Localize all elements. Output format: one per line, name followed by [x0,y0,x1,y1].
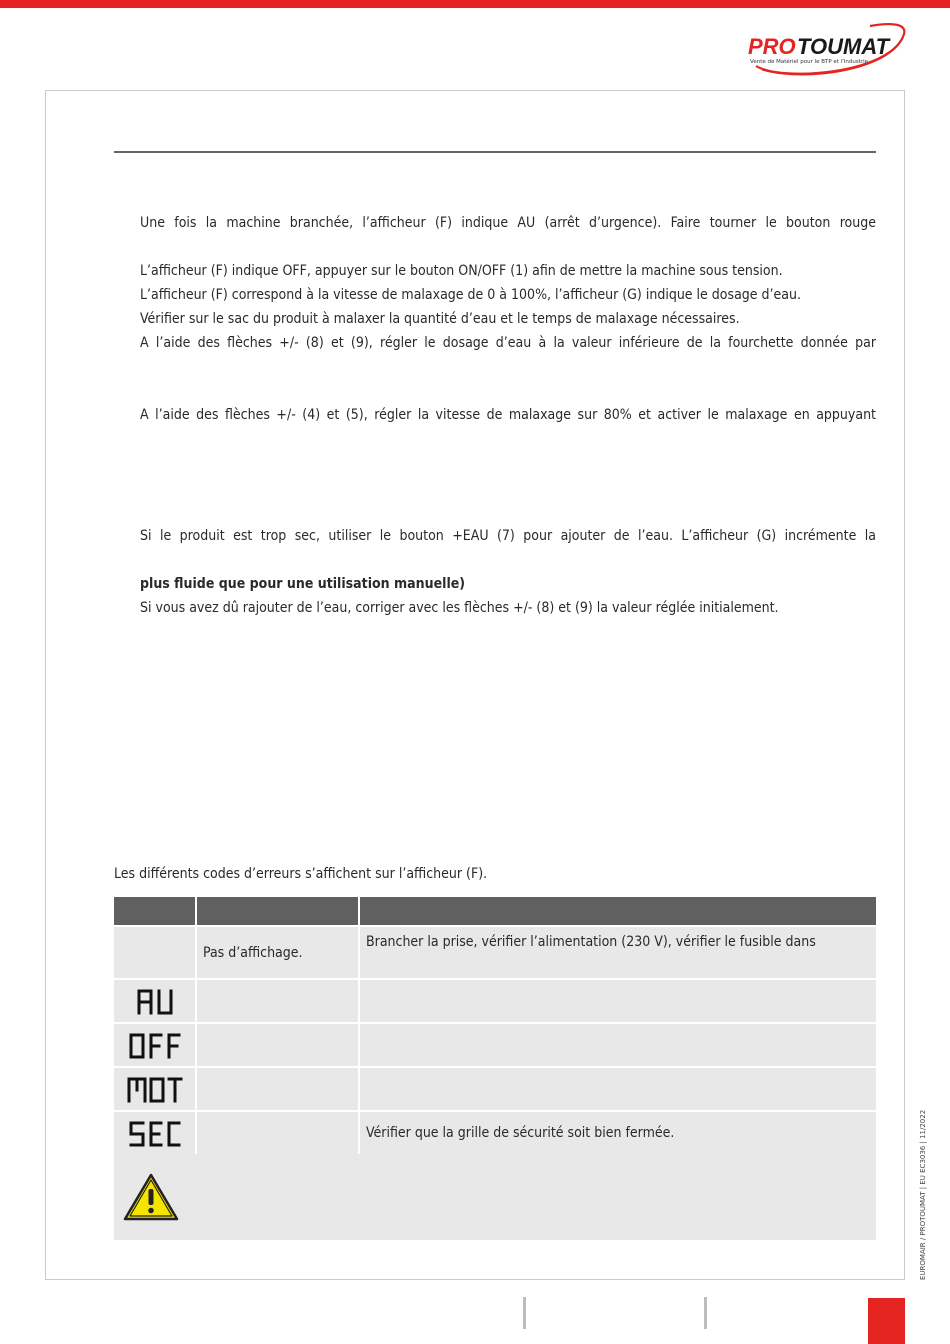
instruction-line: L’afficheur (F) correspond à la vitesse de malaxage de 0 à 100%, l’afficheur (G) indique le dosage d’eau. [140,287,801,303]
page-marker [868,1298,905,1344]
header-solution [359,897,876,926]
instruction-line: Si vous avez dû rajouter de l’eau, corriger avec les flèches +/- (8) et (9) la valeur réglée initialement. [140,600,779,616]
error-code-off-icon [114,1023,196,1067]
error-code-cell [114,926,196,979]
logo-tagline: Vente de Matériel pour le BTP et l'Industrie [750,59,869,65]
footer-separator [523,1297,526,1329]
table-row [114,926,876,979]
table-row [114,1111,876,1154]
error-solution-cell [359,979,876,1023]
top-accent-bar [0,0,950,8]
error-solution-cell [359,1067,876,1111]
instruction-line: Si le produit est trop sec, utiliser le bouton +EAU (7) pour ajouter de l’eau. L’afficheur (G) incrémente la [140,528,876,544]
error-codes-intro: Les différents codes d’erreurs s’affichent sur l’afficheur (F). [114,866,488,882]
instruction-line: Une fois la machine branchée, l’afficheur (F) indique AU (arrêt d’urgence). Faire tourner le bouton rouge [140,215,876,231]
warning-box [114,1154,876,1240]
error-cause-cell [196,979,359,1023]
error-cause-cell: Pas d’affichage. [196,926,359,979]
error-code-mot-icon [114,1067,196,1111]
header-code [114,897,196,926]
instruction-line: plus fluide que pour une utilisation manuelle) [140,576,466,592]
table-row [114,979,876,1023]
error-solution-cell: Vérifier que la grille de sécurité soit bien fermée. [359,1111,876,1154]
error-codes-table [114,897,876,1154]
error-code-au-icon [114,979,196,1023]
table-header-row [114,897,876,926]
instruction-line: Vérifier sur le sac du produit à malaxer la quantité d’eau et le temps de malaxage nécessaires. [140,311,740,327]
table-row [114,1023,876,1067]
error-solution-cell: Brancher la prise, vérifier l’alimentation (230 V), vérifier le fusible dans [359,926,876,979]
instruction-line: A l’aide des flèches +/- (4) et (5), régler la vitesse de malaxage sur 80% et activer le malaxage en appuyant [140,407,876,423]
error-solution-cell [359,1023,876,1067]
instruction-line: L’afficheur (F) indique OFF, appuyer sur le bouton ON/OFF (1) afin de mettre la machine sous tension. [140,263,783,279]
error-code-sec-icon [114,1111,196,1154]
document-reference: EUROMAIR / PROTOUMAT | EU EC3036 | 11/2022 [919,1109,927,1280]
error-cause-cell [196,1023,359,1067]
instruction-line: A l’aide des flèches +/- (8) et (9), régler le dosage d’eau à la valeur inférieure de la fourchette donnée par [140,335,876,351]
error-cause-cell [196,1067,359,1111]
logo-text-pro: PRO [748,34,796,59]
header-cause [196,897,359,926]
logo-text-toumat: TOUMAT [797,34,890,59]
table-row [114,1067,876,1111]
footer-separator [704,1297,707,1329]
warning-triangle-icon [122,1172,180,1222]
protoumat-logo [742,20,908,80]
error-cause-cell [196,1111,359,1154]
section-divider [114,151,876,153]
